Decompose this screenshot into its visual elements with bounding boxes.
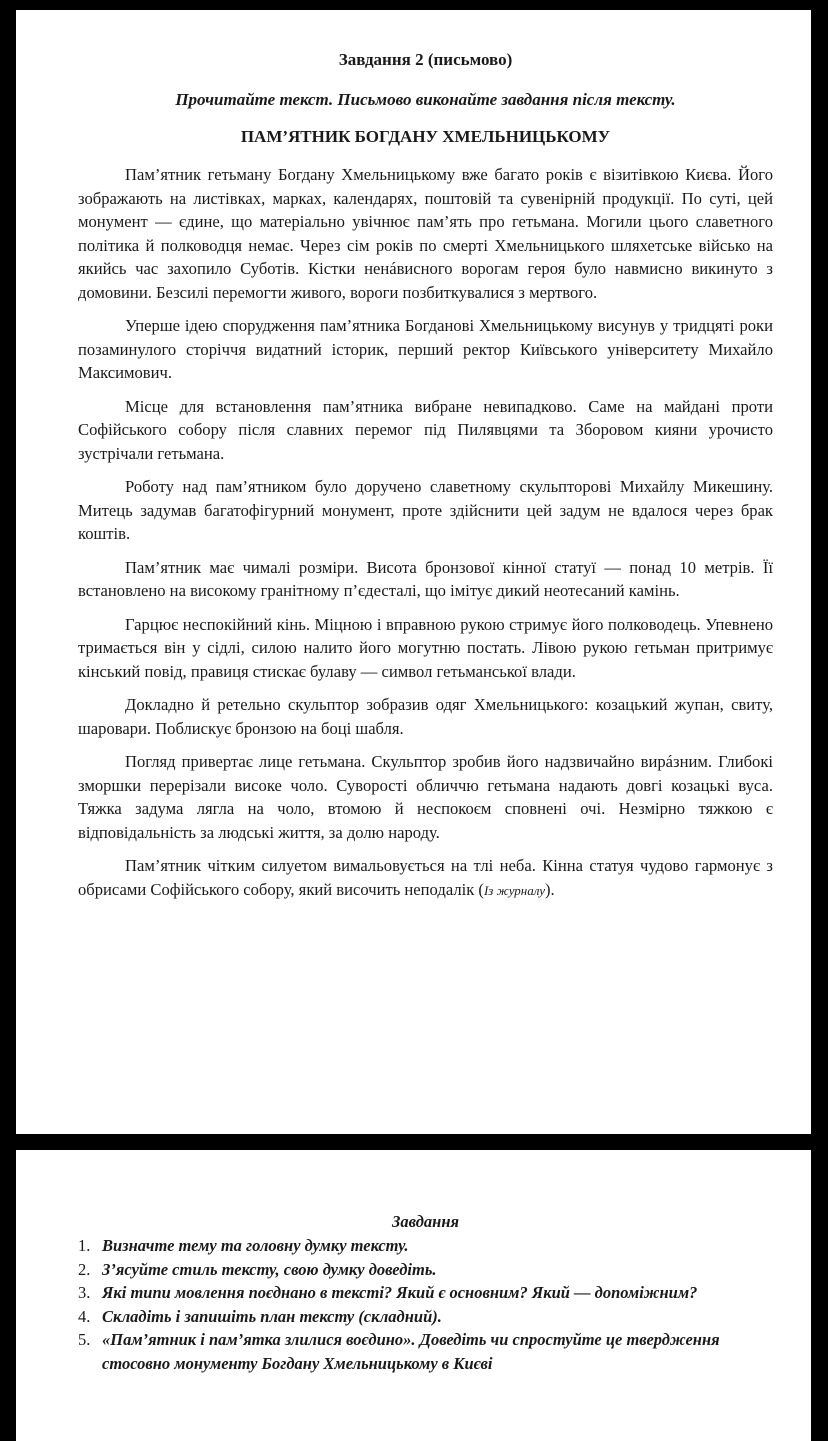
paragraph: Пам’ятник гетьману Богдану Хмельницькому вже багато років є візитівкою Києва. Його зображають на листівках, марках, календарях, поштовій та сувенірній продукції. По суті, цей монумент — єдине, що матеріально увічнює пам’ять про гетьмана. Могили цього славетного політика й полководця немає. Через сім років по смерті Хмельницького шляхетське військо на якийсь час захопило Суботів. Кістки ненáвисного ворогам героя було навмисно викинуто з домовини. Безсилі перемогти живого, вороги позбиткувалися з мертвого. xyxy=(78,165,773,302)
task-item xyxy=(78,1234,773,1258)
task-heading: Завдання 2 (письмово) xyxy=(338,50,513,69)
tasks-heading: Завдання xyxy=(392,1212,459,1231)
task-item xyxy=(78,1328,773,1375)
last-paragraph xyxy=(78,854,773,902)
task-number: 1. xyxy=(78,1236,91,1255)
task-text: З’ясуйте стиль тексту, свою думку доведіть. xyxy=(102,1259,437,1279)
task-item xyxy=(78,1305,773,1329)
last-paragraph-text: Пам’ятник чітким силуетом вимальовується на тлі неба. Кінна статуя чудово гармонує з обрисами Софійського собору, який височить неподалік ( xyxy=(78,856,773,899)
task-item xyxy=(78,1258,773,1282)
document-page-2 xyxy=(16,1150,811,1441)
document-page-1 xyxy=(16,10,811,1134)
task-number: 5. xyxy=(78,1330,91,1349)
paragraph: Роботу над пам’ятником було доручено славетному скульпторові Михайлу Микешину. Митець задумав багатофігурний монумент, проте здійснити цей задум не вдалося через брак коштів. xyxy=(78,477,773,543)
source-note: Із журналу xyxy=(483,882,546,898)
page-2-content xyxy=(78,1212,773,1375)
instruction-line: Прочитайте текст. Письмово виконайте завдання після тексту. xyxy=(175,90,676,109)
closing-punctuation: ). xyxy=(545,879,555,899)
paragraph: Погляд привертає лице гетьмана. Скульптор зробив його надзвичайно вирáзним. Глибокі зморшки перерізали високе чоло. Суворості обличчю гетьмана надають довгі козацькі вуса. Тяжка задума лягла на чоло, втомою й неспокоєм сповнені очі. Незмірно тяжкою є відповідальність за людські життя, за долю народу. xyxy=(78,752,773,842)
task-number: 3. xyxy=(78,1283,91,1302)
task-text: «Пам’ятник і пам’ятка злилися воєдино». Доведіть чи спростуйте це твердження стосовно монументу Богдану Хмельницькому в Києві xyxy=(102,1330,720,1373)
task-number: 4. xyxy=(78,1306,91,1326)
paragraph: Пам’ятник має чималі розміри. Висота бронзової кінної статуї — понад 10 метрів. Її встановлено на високому гранітному п’єдесталі, що імітує дикий неотесаний камінь. xyxy=(78,557,773,600)
task-number: 2. xyxy=(78,1259,91,1279)
paragraph: Докладно й ретельно скульптор зобразив одяг Хмельницького: козацький жупан, свиту, шаровари. Поблискує бронзою на боці шабля. xyxy=(78,695,773,738)
paragraph: Місце для встановлення пам’ятника вибране невипадково. Саме на майдані проти Софійського собору після славних перемог під Пилявцями та Зборовом кияни урочисто зустрічали гетьмана. xyxy=(78,396,773,463)
paragraph: Уперше ідею спорудження пам’ятника Богданові Хмельницькому висунув у тридцяті роки позаминулого сторіччя видатний історик, перший ректор Київського університету Михайло Максимович. xyxy=(78,316,773,382)
page-1-content xyxy=(78,50,773,912)
task-text: Які типи мовлення поєднано в тексті? Який є основним? Який — допоміжним? xyxy=(102,1283,698,1302)
task-text: Складіть і запишіть план тексту (складний). xyxy=(102,1306,442,1326)
text-title: ПАМ’ЯТНИК БОГДАНУ ХМЕЛЬНИЦЬКОМУ xyxy=(240,127,611,146)
task-list xyxy=(78,1234,773,1375)
task-text: Визначте тему та головну думку тексту. xyxy=(102,1236,409,1255)
task-item xyxy=(78,1281,773,1305)
paragraph: Гарцює неспокійний кінь. Міцною і вправною рукою стримує його полководець. Упевнено тримається він у сідлі, силою налито його могутню постать. Лівою рукою гетьман притримує кінський повід, правиця стискає булаву — символ гетьманської влади. xyxy=(78,614,773,681)
